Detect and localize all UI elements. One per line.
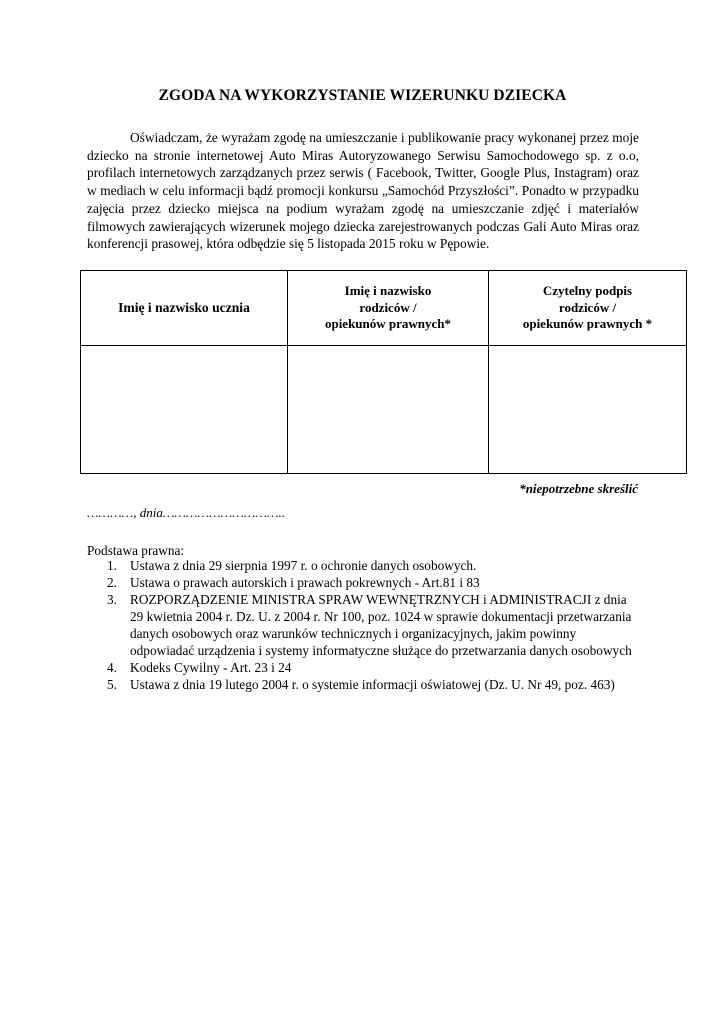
legal-basis-label: Podstawa prawna: (87, 543, 185, 558)
document-title: ZGODA NA WYKORZYSTANIE WIZERUNKU DZIECKA (158, 87, 567, 104)
legal-basis-item (87, 557, 647, 574)
guardian-signature-cell[interactable] (489, 346, 687, 474)
strike-out-note: *niepotrzebne skreślić (519, 481, 638, 496)
legal-item-text: Ustawa o prawach autorskich i prawach pokrewnych - Art.81 i 83 (130, 575, 480, 590)
form-entry-row (81, 346, 687, 474)
header-guardian-signature (489, 271, 687, 346)
header-guardian-signature-line-2: rodziców / (558, 299, 617, 315)
header-student-name (81, 271, 288, 346)
legal-basis-item (87, 591, 647, 659)
guardian-name-cell[interactable] (288, 346, 489, 474)
legal-item-number: 3. (107, 592, 117, 607)
legal-item-number: 5. (107, 677, 117, 692)
header-guardian-name (288, 271, 489, 346)
consent-statement: Oświadczam, że wyrażam zgodę na umieszczanie i publikowanie pracy wykonanej przez moje dziecko na stronie internetowej Auto Miras Autoryzowanego Serwisu Samochodowego sp. z o.o, profilach internetowych zarządzanych przez serwis ( Facebook, Twitter, Google Plus, Instagram) oraz w mediach w celu informacji bądź promocji konkursu „Samochód Przyszłości”. Ponadto w przypadku zajęcia przez dziecko miejsca na podium wyrażam zgodę na umieszczanie zdjęć i materiałów filmowych zawierających wizerunek mojego dziecka zarejestrowanych podczas Gali Auto Miras oraz konferencji prasowej, która odbędzie się 5 listopada 2015 roku w Pępowie. (87, 130, 639, 252)
header-guardian-name-line-3: opiekunów prawnych* (324, 316, 452, 332)
header-guardian-signature-line-3: opiekunów prawnych * (522, 316, 653, 332)
legal-item-text-line: danych osobowych oraz warunków technicznych i organizacyjnych, jakim powinny (130, 626, 577, 641)
header-guardian-signature-line-1: Czytelny podpis (542, 283, 633, 299)
header-guardian-name-line-2: rodziców / (359, 299, 417, 315)
header-student-name-line: Imię i nazwisko ucznia (118, 299, 250, 315)
form-header-row (81, 271, 687, 346)
legal-item-text: Ustawa z dnia 19 lutego 2004 r. o systemie informacji oświatowej (Dz. U. Nr 49, poz. 463) (130, 677, 615, 692)
legal-item-text-line: ROZPORZĄDZENIE MINISTRA SPRAW WEWNĘTRZNYCH i ADMINISTRACJI z dnia (130, 592, 627, 607)
legal-basis-list (87, 557, 647, 693)
legal-item-number: 4. (107, 660, 117, 675)
legal-basis-item (87, 659, 647, 676)
legal-basis-item (87, 676, 647, 693)
student-name-cell[interactable] (81, 346, 288, 474)
legal-basis-item (87, 574, 647, 591)
legal-item-text-line: odpowiadać urządzenia i systemy informatyczne służące do przetwarzania danych osobowych (130, 643, 632, 658)
place-date-line: …………, dnia………………………….. (87, 505, 285, 520)
legal-item-number: 1. (107, 558, 117, 573)
consent-form-table (80, 270, 687, 474)
legal-item-text: Kodeks Cywilny - Art. 23 i 24 (130, 660, 292, 675)
legal-item-number: 2. (107, 575, 117, 590)
legal-item-text-line: 29 kwietnia 2004 r. Dz. U. z 2004 r. Nr 100, poz. 1024 w sprawie dokumentacji przetwarzania (130, 609, 632, 624)
legal-item-text: Ustawa z dnia 29 sierpnia 1997 r. o ochronie danych osobowych. (130, 558, 477, 573)
header-guardian-name-line-1: Imię i nazwisko (344, 283, 432, 299)
